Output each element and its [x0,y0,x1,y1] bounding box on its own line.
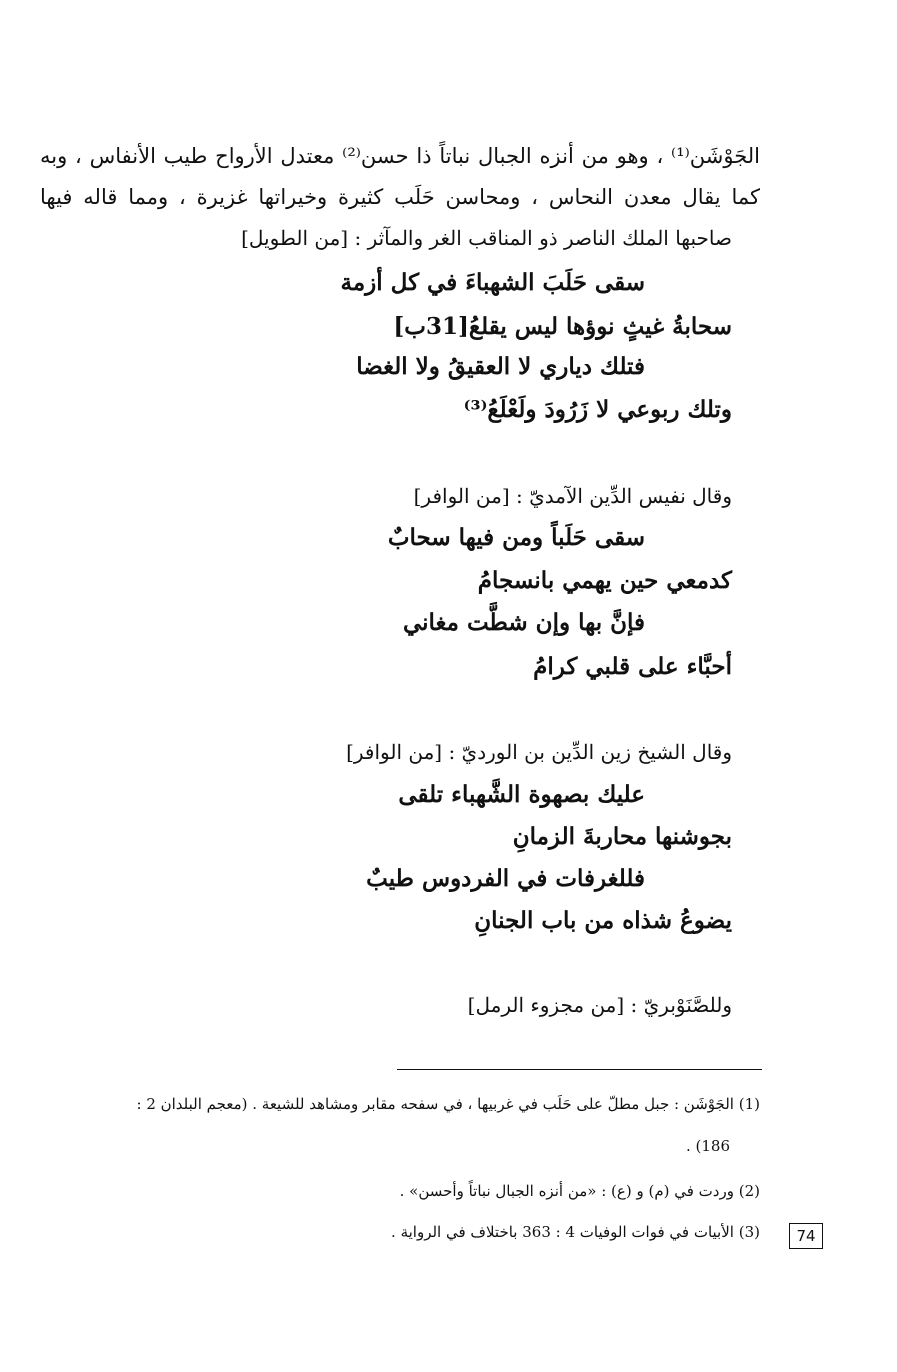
poem-intro-1: صاحبها الملك الناصر ذو المناقب الغر والمآثر : [من الطويل] [241,226,732,250]
poem2-verse-2: كدمعي حين يهمي بانسجامُ [477,567,732,594]
footnote-1-continued: 186) . [685,1137,730,1155]
poem1-verse-4: وتلك ربوعي لا زَرُودَ ولَعْلَعُ⁽³⁾ [463,396,732,423]
poem1-verse-1: سقى حَلَبَ الشهباءَ في كل أزمة [340,269,645,296]
poem-intro-3: وقال الشيخ زين الدِّين بن الورديّ : [من الوافر] [346,740,732,764]
footnote-1: (1) الجَوْشَن : جبل مطلّ على حَلَب في غربيها ، في سفحه مقابر ومشاهد للشيعة . (معجم البلدان 2 : [136,1095,760,1113]
poem2-verse-1: سقى حَلَباً ومن فيها سحابٌ [387,524,645,551]
footnote-3: (3) الأبيات في فوات الوفيات 4 : 363 باختلاف في الرواية . [391,1223,760,1241]
poem3-verse-3: فللغرفات في الفردوس طيبٌ [366,865,645,892]
prose-line-2: كما يقال معدن النحاس ، ومحاسن حَلَب كثيرة وخيراتها غزيرة ، ومما قاله فيها [40,185,760,209]
poem3-verse-2: بجوشنها محاربةَ الزمانِ [512,823,732,850]
poem3-verse-4: يضوعُ شذاه من باب الجنانِ [474,907,732,934]
footnote-separator [397,1069,762,1070]
page-number: 74 [789,1223,823,1249]
poem2-verse-4: أحبَّاء على قلبي كرامُ [533,653,732,680]
footnote-2: (2) وردت في (م) و (ع) : «من أنزه الجبال نباتاً وأحسن» . [399,1182,760,1200]
poem1-verse-3: فتلك دياري لا العقيقُ ولا الغضا [356,353,645,380]
poem1-verse-2: سحابةُ غيثٍ نوؤها ليس يقلعُ[31ب] [393,313,732,340]
prose-line-1: الجَوْشَن⁽¹⁾ ، وهو من أنزه الجبال نباتاً ذا حسن⁽²⁾ معتدل الأرواح طيب الأنفاس ، وبه [40,144,760,168]
poem3-verse-1: عليك بصهوة الشَّهباء تلقى [398,781,645,808]
poem-intro-2: وقال نفيس الدِّين الآمديّ : [من الوافر] [413,484,732,508]
poem-intro-4: وللصَّنَوْبريّ : [من مجزوء الرمل] [467,993,732,1017]
poem2-verse-3: فإنَّ بها وإن شطَّت مغاني [402,609,645,636]
